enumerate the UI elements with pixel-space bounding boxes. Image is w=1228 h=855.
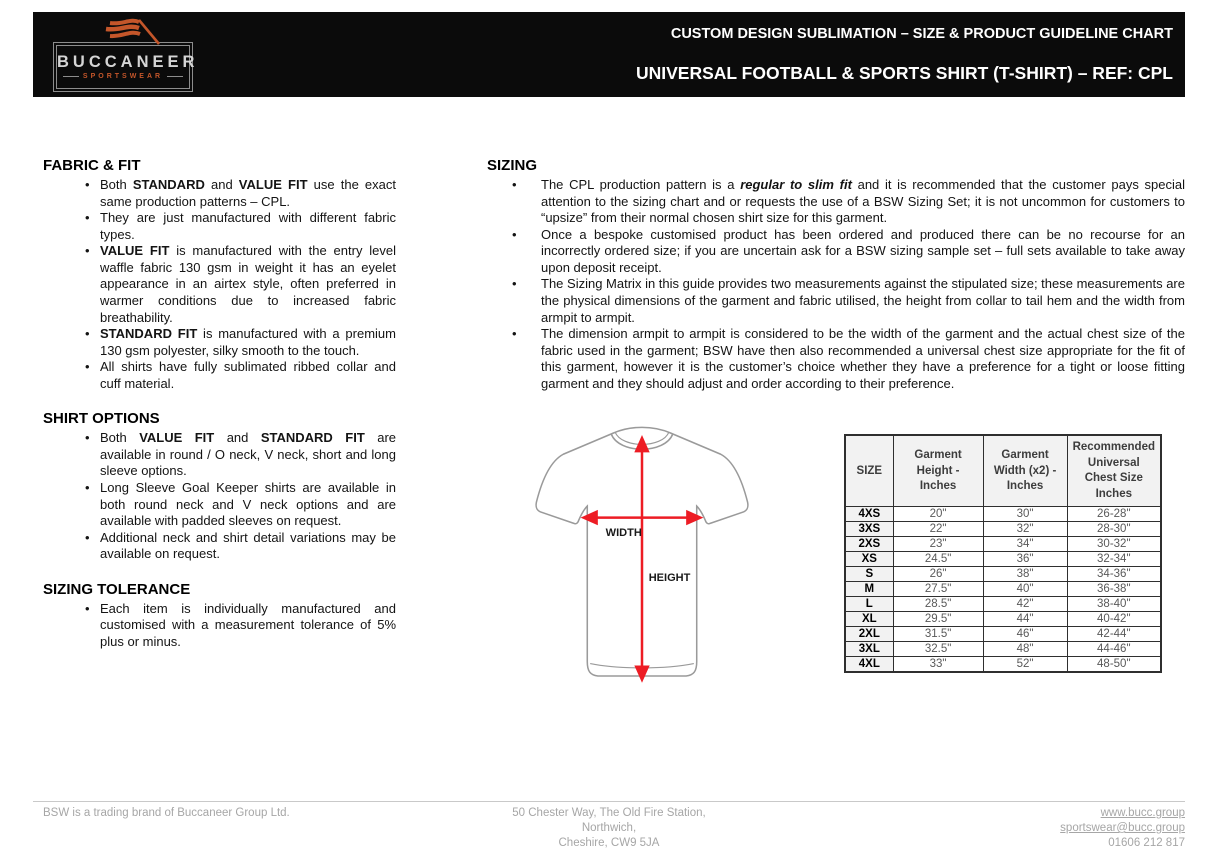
section-shirt-options [43, 410, 396, 563]
brand-subtitle: SPORTSWEAR [82, 73, 164, 81]
section-title: SIZING TOLERANCE [43, 580, 191, 598]
bullet-text: All shirts have fully sublimated ribbed collar and cuff material. [100, 359, 396, 391]
value-cell: 22" [893, 522, 983, 537]
value-cell: 32.5" [893, 642, 983, 657]
size-row-3xs [845, 522, 1161, 537]
left-column [43, 157, 396, 651]
bullet-item [43, 177, 396, 210]
bullet-text: The dimension armpit to armpit is considered to be the width of the garment and the actual chest size of the fabric used in the garment; BSW have then also recommended a universal chest size appropriate for the fit of this garment, however it is the customer’s choice whether they have a preference for a tight or loose fitting garment and they should adjust and order according to their preference. [541, 326, 1185, 391]
bullet-text: Once a bespoke customised product has been ordered and produced there can be no recourse for an incorrectly ordered size; if you are uncertain ask for a BSW sizing sample set – full sets available to take away upon deposit receipt. [541, 226, 1185, 275]
value-cell: 30-32" [1067, 537, 1161, 552]
width-label: WIDTH [605, 527, 642, 540]
value-cell: 26-28" [1067, 507, 1161, 522]
value-cell: 26" [893, 567, 983, 582]
size-cell: L [845, 597, 893, 612]
footer-address-line: 50 Chester Way, The Old Fire Station, [512, 807, 706, 819]
bullet-item [43, 430, 396, 480]
bullet-dot: • [512, 276, 517, 292]
footer-link[interactable]: www.bucc.group [1100, 807, 1185, 819]
value-cell: 42" [983, 597, 1067, 612]
bullet-dot: • [85, 210, 90, 226]
bullet-text: They are just manufactured with different fabric types. [100, 210, 396, 242]
bullet-dot: • [85, 430, 90, 446]
value-cell: 42-44" [1067, 627, 1161, 642]
value-cell: 29.5" [893, 612, 983, 627]
section-title: SHIRT OPTIONS [43, 410, 160, 428]
size-cell: 2XL [845, 627, 893, 642]
section-sizing [487, 157, 1185, 392]
size-cell: 3XL [845, 642, 893, 657]
footer-trading-note: BSW is a trading brand of Buccaneer Group Ltd. [43, 807, 290, 819]
bullet-dot: • [85, 359, 90, 375]
footer-address [423, 806, 795, 851]
bullet-item [43, 243, 396, 326]
section-title: FABRIC & FIT [43, 157, 141, 174]
value-cell: 40" [983, 582, 1067, 597]
size-row-4xs [845, 507, 1161, 522]
size-cell: 4XL [845, 657, 893, 672]
value-cell: 48" [983, 642, 1067, 657]
size-row-l [845, 597, 1161, 612]
size-table-column-header: Garment Height - Inches [893, 435, 983, 507]
value-cell: 36" [983, 552, 1067, 567]
value-cell: 28-30" [1067, 522, 1161, 537]
footer [33, 801, 1185, 851]
size-cell: M [845, 582, 893, 597]
diagram-and-table-row [487, 412, 1185, 700]
value-cell: 44" [983, 612, 1067, 627]
value-cell: 32" [983, 522, 1067, 537]
footer-phone: 01606 212 817 [1108, 836, 1185, 849]
size-cell: XL [845, 612, 893, 627]
rule-left [63, 76, 79, 77]
bullet-item [487, 276, 1185, 326]
tshirt-measurement-diagram [517, 412, 767, 700]
section-sizing-tolerance [43, 581, 396, 651]
header-band [33, 12, 1185, 97]
bullet-dot: • [85, 326, 90, 342]
value-cell: 48-50" [1067, 657, 1161, 672]
logo-frame [53, 42, 199, 92]
size-table-column-header: Recommended Universal Chest Size Inches [1067, 435, 1161, 507]
value-cell: 33" [893, 657, 983, 672]
value-cell: 34" [983, 537, 1067, 552]
bullet-dot: • [85, 529, 90, 545]
bullet-dot: • [85, 177, 90, 192]
logo-frame-inner [56, 45, 199, 89]
size-row-2xs [845, 537, 1161, 552]
footer-address-line: Cheshire, CW9 5JA [558, 836, 660, 849]
bullet-item [487, 326, 1185, 392]
value-cell: 52" [983, 657, 1067, 672]
size-row-m [845, 582, 1161, 597]
bullet-dot: • [512, 226, 517, 242]
bullet-text: The CPL production pattern is a regular to slim fit and it is recommended that the customer pays special attention to the sizing chart and or requests the use of a BSW Sizing Set; it is not uncommon for customers to “upsize” from their normal chosen shirt size for this garment. [541, 177, 1185, 226]
size-table-header-row [845, 435, 1161, 507]
bullet-text: VALUE FIT is manufactured with the entry level waffle fabric 130 gsm in weight it has an eyelet appearance in an airtex style, often preferred in warmer conditions due to increased fabric breathability. [100, 243, 396, 325]
value-cell: 36-38" [1067, 582, 1161, 597]
brand-name: BUCCANEER [57, 52, 199, 71]
bullet-dot: • [85, 480, 90, 495]
section-fabric-fit [43, 157, 396, 392]
bullet-text: Additional neck and shirt detail variations may be available on request. [100, 529, 396, 562]
value-cell: 40-42" [1067, 612, 1161, 627]
size-row-xl [845, 612, 1161, 627]
size-row-xs [845, 552, 1161, 567]
height-label: HEIGHT [648, 572, 691, 585]
size-table-wrap [844, 434, 1162, 700]
bullet-dot: • [85, 600, 90, 616]
bullet-item [43, 530, 396, 563]
size-row-s [845, 567, 1161, 582]
rule-right [167, 76, 183, 77]
bullet-text: Both STANDARD and VALUE FIT use the exact same production patterns – CPL. [100, 177, 396, 209]
bullet-item [43, 480, 396, 530]
document-title-line2: UNIVERSAL FOOTBALL & SPORTS SHIRT (T-SHIRT) – REF: CPL [635, 63, 1173, 83]
value-cell: 23" [893, 537, 983, 552]
value-cell: 46" [983, 627, 1067, 642]
value-cell: 32-34" [1067, 552, 1161, 567]
bullet-text: Both VALUE FIT and STANDARD FIT are available in round / O neck, V neck, short and long sleeve options. [100, 430, 397, 479]
value-cell: 34-36" [1067, 567, 1161, 582]
bullet-dot: • [512, 326, 517, 342]
footer-link[interactable]: sportswear@bucc.group [1060, 821, 1185, 834]
bullet-text: Each item is individually manufactured and customised with a measurement tolerance of 5% plus or minus. [100, 600, 396, 649]
bullet-text: The Sizing Matrix in this guide provides two measurements against the stipulated size; these measurements are the physical dimensions of the garment and fabric utilised, the height from collar to tail hem and the width from armpit to armpit. [541, 276, 1185, 325]
size-cell: XS [845, 552, 893, 567]
size-row-4xl [845, 657, 1161, 672]
sizing-bullets [487, 177, 1185, 392]
document-title-line1: CUSTOM DESIGN SUBLIMATION – SIZE & PRODUCT GUIDELINE CHART [670, 26, 1173, 42]
size-cell: 4XS [845, 507, 893, 522]
value-cell: 38" [983, 567, 1067, 582]
footer-contact [795, 806, 1185, 851]
bullet-text: STANDARD FIT is manufactured with a premium 130 gsm polyester, silky smooth to the touch. [100, 326, 396, 358]
bullet-item [43, 326, 396, 359]
value-cell: 30" [983, 507, 1067, 522]
section-title: SIZING [487, 157, 538, 174]
bullet-dot: • [85, 243, 90, 259]
bullet-item [43, 601, 396, 651]
size-row-2xl [845, 627, 1161, 642]
size-table-column-header: SIZE [845, 435, 893, 507]
value-cell: 20" [893, 507, 983, 522]
size-cell: 3XS [845, 522, 893, 537]
bullet-item [487, 177, 1185, 227]
size-cell: S [845, 567, 893, 582]
value-cell: 27.5" [893, 582, 983, 597]
bullet-text: Long Sleeve Goal Keeper shirts are available in both round neck and V neck options and are available with padded sleeves on request. [100, 480, 396, 529]
bullet-item [487, 227, 1185, 277]
buccaneer-logo [53, 42, 199, 92]
flag-icon [97, 18, 163, 46]
bullet-dot: • [512, 177, 517, 192]
bullet-item [43, 359, 396, 392]
brand-subtitle-row [63, 73, 183, 80]
bullet-item [43, 210, 396, 243]
value-cell: 31.5" [893, 627, 983, 642]
size-table-column-header: Garment Width (x2) - Inches [983, 435, 1067, 507]
footer-address-line: Northwich, [581, 821, 637, 834]
size-cell: 2XS [845, 537, 893, 552]
size-table [844, 434, 1162, 673]
size-row-3xl [845, 642, 1161, 657]
value-cell: 28.5" [893, 597, 983, 612]
right-column [487, 157, 1185, 700]
value-cell: 44-46" [1067, 642, 1161, 657]
value-cell: 38-40" [1067, 597, 1161, 612]
value-cell: 24.5" [893, 552, 983, 567]
